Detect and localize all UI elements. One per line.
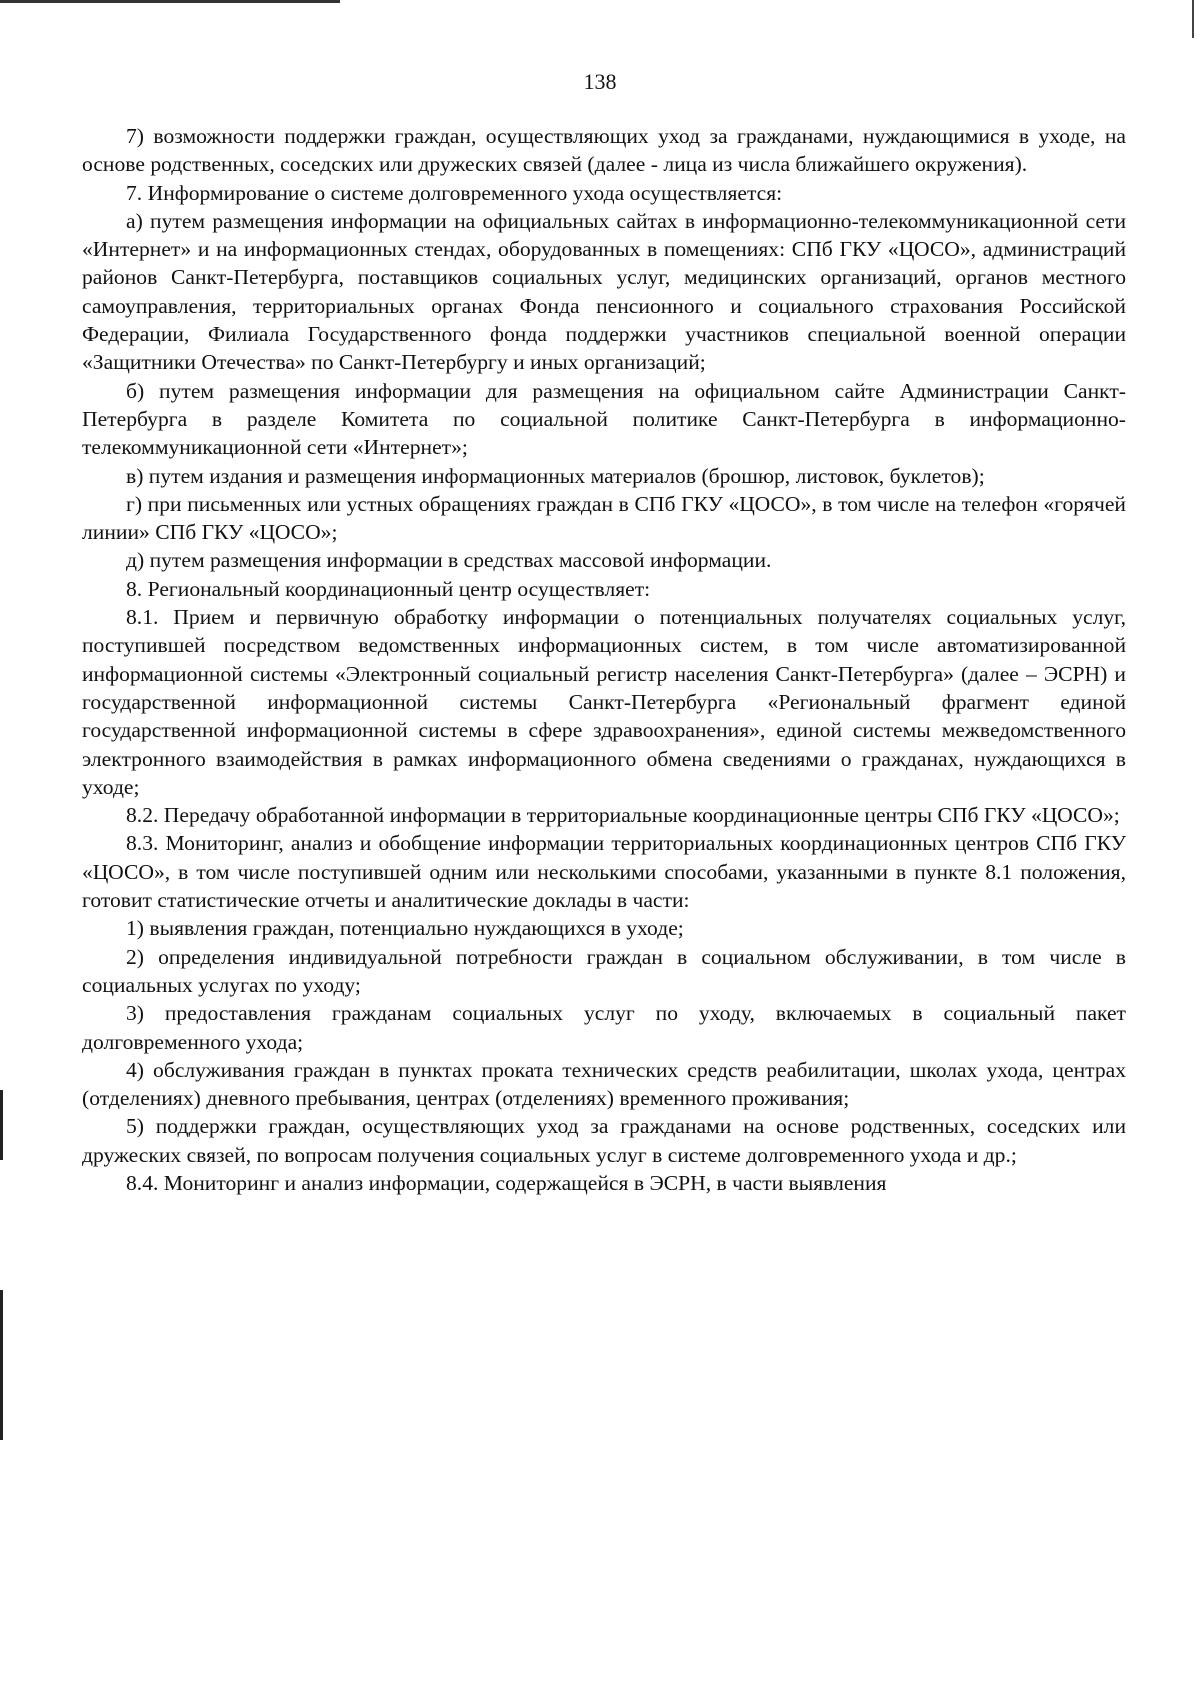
paragraph: 2) определения индивидуальной потребности граждан в социальном обслуживании, в том числе в социальных услугах по уходу; xyxy=(82,944,1126,997)
paragraph: 7) возможности поддержки граждан, осуществляющих уход за гражданами, нуждающимися в уходе, на основе родственных, соседских или дружеских связей (далее - лица из числа ближайшего окружения). xyxy=(82,124,1126,177)
paragraph: 3) предоставления гражданам социальных услуг по уходу, включаемых в социальный пакет долговременного ухода; xyxy=(82,1001,1126,1054)
paragraph: 5) поддержки граждан, осуществляющих уход за гражданами на основе родственных, соседских или дружеских связей, по вопросам получения социальных услуг в системе долговременного ухода и др.; xyxy=(82,1114,1126,1167)
paragraph: б) путем размещения информации для размещения на официальном сайте Администрации Санкт-Петербурга в разделе Комитета по социальной политике Санкт-Петербурга в информационно-телекоммуникационной сети «Интернет»; xyxy=(82,378,1126,460)
paragraph: в) путем издания и размещения информационных материалов (брошюр, листовок, буклетов); xyxy=(126,463,985,488)
paragraph: 8. Региональный координационный центр осуществляет: xyxy=(126,576,651,601)
scan-margin-mark xyxy=(0,1290,3,1440)
paragraph: 8.3. Мониторинг, анализ и обобщение информации территориальных координационных центров СПб ГКУ «ЦОСО», в том числе поступившей одним или несколькими способами, указанными в пункте 8.1 положения, готовит статистические отчеты и аналитические доклады в части: xyxy=(82,831,1126,913)
paragraph: а) путем размещения информации на официальных сайтах в информационно-телекоммуникационной сети «Интернет» и на информационных стендах, оборудованных в помещениях: СПб ГКУ «ЦОСО», администраций районов Санкт-Петербурга, поставщиков социальных услуг, медицинских организаций, органов местного самоуправления, территориальных органах Фонда пенсионного и социального страхования Российской Федерации, Филиала Государственного фонда поддержки участников специальной военной операции «Защитники Отечества» по Санкт-Петербургу и иных организаций; xyxy=(82,208,1126,375)
scan-margin-mark xyxy=(1192,0,1194,38)
paragraph: 1) выявления граждан, потенциально нуждающихся в уходе; xyxy=(126,916,684,941)
scan-edge-line xyxy=(0,0,340,3)
page-number: 138 xyxy=(583,69,617,94)
paragraph: 4) обслуживания граждан в пунктах проката технических средств реабилитации, школах ухода, центрах (отделениях) дневного пребывания, центрах (отделениях) временного проживания; xyxy=(82,1057,1126,1111)
paragraph: д) путем размещения информации в средствах массовой информации. xyxy=(126,548,772,573)
paragraph: 7. Информирование о системе долговременного ухода осуществляется: xyxy=(126,180,783,205)
paragraph: 8.2. Передачу обработанной информации в территориальные координационные центры СПб ГКУ «ЦОСО»; xyxy=(126,803,1120,828)
document-body xyxy=(82,122,1126,1197)
scan-margin-mark xyxy=(0,1090,3,1160)
paragraph: 8.1. Прием и первичную обработку информации о потенциальных получателях социальных услуг, поступившей посредством ведомственных информационных систем, в том числе автоматизированной информационной системы «Электронный социальный регистр населения Санкт-Петербурга» (далее – ЭСРН) и государственной информационной системы Санкт-Петербурга «Региональный фрагмент единой государственной информационной системы в сфере здравоохранения», единой системы межведомственного электронного взаимодействия в рамках информационного обмена сведениями о гражданах, нуждающихся в уходе; xyxy=(82,605,1126,799)
paragraph: г) при письменных или устных обращениях граждан в СПб ГКУ «ЦОСО», в том числе на телефон «горячей линии» СПб ГКУ «ЦОСО»; xyxy=(82,491,1126,545)
paragraph: 8.4. Мониторинг и анализ информации, содержащейся в ЭСРН, в части выявления xyxy=(126,1170,887,1195)
